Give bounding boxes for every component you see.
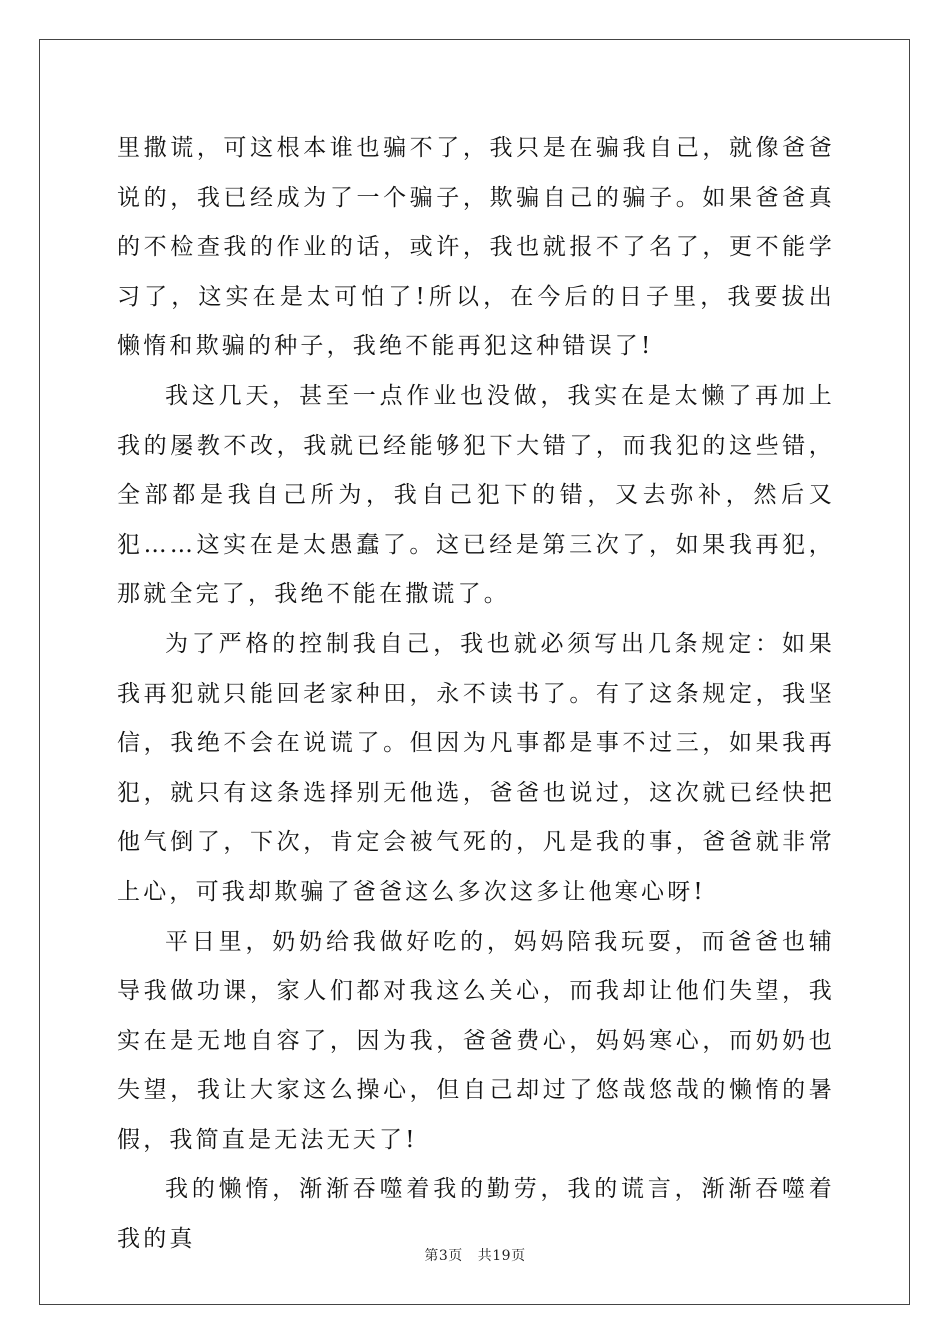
paragraph-3: 为了严格的控制我自己，我也就必须写出几条规定：如果我再犯就只能回老家种田，永不读书了。有了这条规定，我坚信，我绝不会在说谎了。但因为凡事都是事不过三，如果我再犯，就只有这条选择别无他选，爸爸也说过，这次就已经快把他气倒了，下次，肯定会被气死的，凡是我的事，爸爸就非常上心，可我却欺骗了爸爸这么多次这多让他寒心呀! [117,630,835,905]
page-footer [0,1245,950,1265]
paragraph-1: 里撒谎，可这根本谁也骗不了，我只是在骗我自己，就像爸爸说的，我已经成为了一个骗子，欺骗自己的骗子。如果爸爸真的不检查我的作业的话，或许，我也就报不了名了，更不能学习了，这实在是太可怕了!所以，在今后的日子里，我要拔出懒惰和欺骗的种子，我绝不能再犯这种错误了! [117,135,835,360]
page-total: 共19页 [477,1248,526,1264]
paragraph-4: 平日里，奶奶给我做好吃的，妈妈陪我玩耍，而爸爸也辅导我做功课，家人们都对我这么关心，而我却让他们失望，我实在是无地自容了，因为我，爸爸费心，妈妈寒心，而奶奶也失望，我让大家这么操心，但自己却过了悠哉悠哉的懒惰的暑假，我简直是无法无天了! [117,928,835,1153]
page-number: 第3页 [424,1248,463,1264]
paragraph-2: 我这几天，甚至一点作业也没做，我实在是太懒了再加上我的屡教不改，我就已经能够犯下大错了，而我犯的这些错，全部都是我自己所为，我自己犯下的错，又去弥补，然后又犯……这实在是太愚蠢了。这已经是第三次了，如果我再犯，那就全完了，我绝不能在撒谎了。 [117,382,835,608]
document-body [117,124,835,1265]
paragraph-5: 我的懒惰，渐渐吞噬着我的勤劳，我的谎言，渐渐吞噬着我的真 [117,1176,835,1253]
